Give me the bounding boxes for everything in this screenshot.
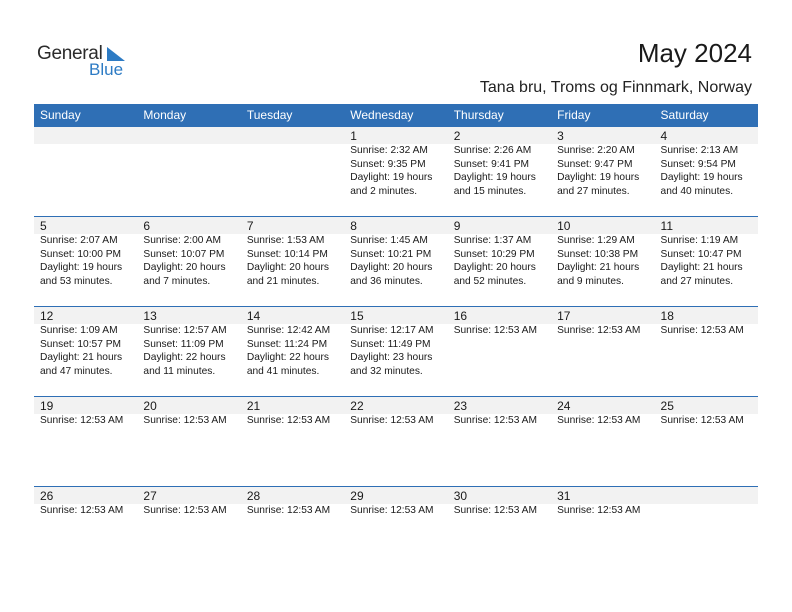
day-cell (655, 487, 758, 573)
sun-info-line: and 7 minutes. (143, 275, 211, 287)
day-number-bar (34, 307, 137, 324)
sun-info-line: Sunset: 10:00 PM (40, 248, 121, 260)
day-number: 9 (453, 219, 461, 233)
day-number-bar (137, 307, 240, 324)
sun-info-line: Sunrise: 12:53 AM (453, 505, 537, 516)
sun-info-line: Daylight: 20 hours (143, 262, 226, 273)
day-cell (551, 397, 654, 483)
day-number-bar (655, 397, 758, 414)
sun-info-line: Sunset: 9:35 PM (350, 158, 426, 170)
day-cell (241, 487, 344, 573)
day-sun-info (655, 234, 758, 288)
sun-info-line: and 36 minutes. (350, 275, 423, 287)
sun-info-line: Sunrise: 1:29 AM (557, 235, 635, 246)
day-cell (34, 487, 137, 573)
day-number-bar (344, 127, 447, 144)
day-number-bar (241, 487, 344, 504)
sun-info-line: Daylight: 22 hours (143, 352, 226, 363)
day-number: 12 (40, 309, 54, 323)
sun-info-line: Daylight: 21 hours (40, 352, 123, 363)
day-number: 17 (557, 309, 571, 323)
day-cell (344, 487, 447, 573)
sun-info-line: Sunrise: 12:53 AM (350, 415, 434, 426)
day-number-bar (34, 217, 137, 234)
day-number: 13 (143, 309, 157, 323)
day-cell (241, 397, 344, 483)
sun-info-line: Sunrise: 12:53 AM (453, 325, 537, 336)
sun-info-line: Sunrise: 1:53 AM (246, 235, 325, 246)
day-cell (34, 397, 137, 483)
day-number-bar (241, 397, 344, 414)
day-number-bar (241, 127, 344, 144)
day-number-bar (344, 217, 447, 234)
day-cell (551, 217, 654, 303)
day-sun-info (241, 504, 344, 518)
day-number: 22 (350, 399, 364, 413)
day-number-bar (655, 217, 758, 234)
day-sun-info (448, 504, 551, 518)
day-number-bar (655, 127, 758, 144)
day-number-bar (551, 487, 654, 504)
sun-info-line: Daylight: 19 hours (350, 172, 433, 183)
day-sun-info (34, 324, 137, 378)
sun-info-line: Daylight: 23 hours (350, 352, 433, 363)
weekday-monday: Monday (143, 108, 187, 122)
day-cell (448, 127, 551, 213)
sun-info-line: Sunrise: 12:53 AM (246, 505, 331, 516)
day-number: 26 (40, 489, 54, 503)
day-number: 14 (246, 309, 261, 323)
day-number: 11 (660, 219, 673, 233)
day-cell (655, 217, 758, 303)
day-sun-info (551, 504, 654, 518)
day-number-bar (448, 487, 551, 504)
sun-info-line: Sunset: 10:29 PM (453, 248, 535, 260)
sun-info-line: Sunrise: 12:17 AM (350, 325, 434, 336)
day-number: 28 (246, 489, 261, 503)
sun-info-line: Sunset: 10:07 PM (143, 248, 225, 260)
day-number: 25 (660, 399, 674, 413)
day-sun-info (34, 414, 137, 428)
day-sun-info (448, 414, 551, 428)
sun-info-line: Sunrise: 12:53 AM (143, 415, 227, 426)
sun-info-line: and 41 minutes. (246, 365, 320, 377)
day-cell (448, 397, 551, 483)
sun-info-line: Sunrise: 12:53 AM (453, 415, 537, 426)
sun-info-line: Sunset: 10:38 PM (557, 248, 639, 260)
day-number: 19 (40, 399, 54, 413)
day-sun-info (344, 324, 447, 378)
day-number-bar (344, 487, 447, 504)
day-sun-info (137, 324, 240, 378)
day-sun-info (448, 144, 551, 198)
sun-info-line: Sunrise: 12:53 AM (246, 415, 331, 426)
sun-info-line: and 40 minutes. (660, 185, 734, 197)
day-cell (551, 487, 654, 573)
day-number: 27 (143, 489, 157, 503)
week-row (34, 126, 758, 213)
sun-info-line: and 9 minutes. (557, 275, 624, 287)
weekday-thursday: Thursday (453, 108, 504, 122)
day-number-bar (344, 397, 447, 414)
day-number: 7 (246, 219, 254, 233)
sun-info-line: Sunrise: 1:45 AM (350, 235, 428, 246)
day-cell (34, 127, 137, 213)
sun-info-line: Daylight: 20 hours (453, 262, 536, 273)
brand-general-text: General (37, 43, 103, 64)
day-cell (448, 307, 551, 393)
sun-info-line: Daylight: 21 hours (660, 262, 743, 273)
day-number: 30 (453, 489, 468, 503)
weekday-header (34, 104, 758, 126)
day-cell (551, 127, 654, 213)
day-sun-info (241, 324, 344, 378)
day-cell (344, 217, 447, 303)
week-row (34, 216, 758, 303)
day-number-bar (551, 127, 654, 144)
day-number-bar (551, 397, 654, 414)
sun-info-line: and 2 minutes. (350, 185, 418, 197)
sun-info-line: Sunset: 11:24 PM (246, 338, 328, 350)
day-number-bar (137, 397, 240, 414)
day-cell (137, 307, 240, 393)
day-number-bar (34, 487, 137, 504)
sun-info-line: Sunrise: 12:57 AM (143, 325, 227, 336)
sun-info-line: and 11 minutes. (143, 365, 216, 377)
day-number: 16 (453, 309, 468, 323)
day-number-bar (34, 127, 137, 144)
sun-info-line: Sunset: 11:49 PM (350, 338, 431, 350)
day-sun-info (34, 234, 137, 288)
day-number-bar (551, 307, 654, 324)
sun-info-line: Daylight: 19 hours (40, 262, 123, 273)
day-cell (448, 217, 551, 303)
day-number: 6 (143, 219, 151, 233)
day-sun-info (448, 234, 551, 288)
day-sun-info (241, 414, 344, 428)
day-sun-info (137, 234, 240, 288)
sun-info-line: Sunrise: 1:37 AM (453, 235, 532, 246)
day-number-bar (448, 127, 551, 144)
sun-info-line: Daylight: 20 hours (246, 262, 329, 273)
sun-info-line: Sunrise: 2:26 AM (453, 145, 532, 156)
day-number-bar (551, 217, 654, 234)
day-number: 31 (557, 489, 571, 503)
day-cell (241, 127, 344, 213)
sun-info-line: and 53 minutes. (40, 275, 113, 287)
sun-info-line: and 27 minutes. (660, 275, 734, 287)
sun-info-line: Sunrise: 12:53 AM (143, 505, 227, 516)
sun-info-line: Sunrise: 12:42 AM (246, 325, 331, 336)
week-row (34, 396, 758, 483)
sun-info-line: Sunrise: 12:53 AM (40, 505, 124, 516)
day-sun-info (655, 324, 758, 338)
day-number-bar (137, 217, 240, 234)
day-number-bar (137, 127, 240, 144)
day-number-bar (655, 487, 758, 504)
sun-info-line: Daylight: 19 hours (660, 172, 743, 183)
day-number: 8 (350, 219, 357, 233)
sun-info-line: and 52 minutes. (453, 275, 527, 287)
brand-blue-text: Blue (89, 60, 124, 79)
day-sun-info (655, 144, 758, 198)
sun-info-line: and 27 minutes. (557, 185, 630, 197)
sun-info-line: and 15 minutes. (453, 185, 527, 197)
day-sun-info (551, 324, 654, 338)
day-cell (137, 127, 240, 213)
sun-info-line: Sunrise: 12:53 AM (557, 505, 641, 516)
day-sun-info (34, 504, 137, 518)
day-sun-info (551, 234, 654, 288)
day-number-bar (137, 487, 240, 504)
day-number-bar (241, 307, 344, 324)
day-cell (655, 307, 758, 393)
sun-info-line: Sunrise: 12:53 AM (660, 415, 744, 426)
day-number: 3 (557, 129, 564, 143)
day-number: 2 (453, 129, 461, 143)
sun-info-line: and 47 minutes. (40, 365, 113, 377)
sun-info-line: Daylight: 20 hours (350, 262, 433, 273)
sun-info-line: Sunrise: 1:09 AM (40, 325, 118, 336)
weekday-friday: Friday (557, 108, 591, 122)
day-number-bar (34, 397, 137, 414)
sun-info-line: Sunrise: 1:19 AM (660, 235, 739, 246)
day-sun-info (551, 414, 654, 428)
day-number: 4 (660, 129, 668, 143)
sun-info-line: Sunset: 10:21 PM (350, 248, 432, 260)
sun-info-line: Sunset: 11:09 PM (143, 338, 224, 350)
day-cell (137, 487, 240, 573)
brand-logo (37, 43, 137, 79)
day-number: 15 (350, 309, 364, 323)
day-number-bar (448, 217, 551, 234)
sun-info-line: Sunrise: 2:13 AM (660, 145, 739, 156)
day-number: 1 (350, 129, 357, 143)
day-cell (655, 127, 758, 213)
sun-info-line: Sunrise: 12:53 AM (350, 505, 434, 516)
day-cell (344, 127, 447, 213)
day-cell (241, 307, 344, 393)
weekday-saturday: Saturday (660, 108, 709, 122)
day-sun-info (344, 234, 447, 288)
day-sun-info (137, 414, 240, 428)
sun-info-line: Sunrise: 12:53 AM (557, 325, 641, 336)
day-number: 29 (350, 489, 364, 503)
sun-info-line: Sunrise: 2:07 AM (40, 235, 118, 246)
sun-info-line: Sunrise: 2:00 AM (143, 235, 222, 246)
sun-info-line: Sunset: 10:47 PM (660, 248, 742, 260)
day-cell (551, 307, 654, 393)
sun-info-line: Sunrise: 12:53 AM (557, 415, 641, 426)
day-sun-info (551, 144, 654, 198)
sun-info-line: Daylight: 22 hours (246, 352, 329, 363)
sun-info-line: and 21 minutes. (246, 275, 320, 287)
day-sun-info (344, 144, 447, 198)
day-number: 20 (143, 399, 157, 413)
day-sun-info (344, 504, 447, 518)
sun-info-line: Sunrise: 2:20 AM (557, 145, 635, 156)
day-number: 10 (557, 219, 571, 233)
week-row (34, 306, 758, 393)
day-cell (344, 397, 447, 483)
day-cell (344, 307, 447, 393)
week-row (34, 486, 758, 573)
sun-info-line: Sunrise: 2:32 AM (350, 145, 428, 156)
day-sun-info (344, 414, 447, 428)
day-cell (137, 397, 240, 483)
sun-info-line: Sunset: 9:41 PM (453, 158, 530, 170)
day-sun-info (655, 414, 758, 428)
sun-info-line: Sunrise: 12:53 AM (40, 415, 124, 426)
day-cell (34, 307, 137, 393)
sun-info-line: and 32 minutes. (350, 365, 423, 377)
sun-info-line: Sunset: 9:54 PM (660, 158, 736, 170)
sun-info-line: Sunset: 10:14 PM (246, 248, 328, 260)
day-number: 18 (660, 309, 674, 323)
day-number-bar (448, 397, 551, 414)
sun-info-line: Daylight: 19 hours (557, 172, 640, 183)
sun-info-line: Daylight: 19 hours (453, 172, 536, 183)
weekday-wednesday: Wednesday (350, 108, 414, 122)
day-cell (241, 217, 344, 303)
day-number-bar (241, 217, 344, 234)
calendar-location: Tana bru, Troms og Finnmark, Norway (479, 79, 752, 96)
day-cell (655, 397, 758, 483)
day-number-bar (344, 307, 447, 324)
day-cell (448, 487, 551, 573)
weekday-tuesday: Tuesday (246, 108, 293, 122)
day-cell (137, 217, 240, 303)
day-number-bar (655, 307, 758, 324)
day-sun-info (448, 324, 551, 338)
sun-info-line: Sunrise: 12:53 AM (660, 325, 744, 336)
day-number: 23 (453, 399, 468, 413)
calendar-title: May 2024 (637, 38, 752, 68)
day-number: 5 (40, 219, 47, 233)
weekday-sunday: Sunday (40, 108, 81, 122)
day-cell (34, 217, 137, 303)
day-sun-info (137, 504, 240, 518)
day-number: 24 (557, 399, 571, 413)
day-sun-info (241, 234, 344, 288)
day-number-bar (448, 307, 551, 324)
day-number: 21 (246, 399, 261, 413)
sun-info-line: Sunset: 10:57 PM (40, 338, 121, 350)
sun-info-line: Sunset: 9:47 PM (557, 158, 633, 170)
sun-info-line: Daylight: 21 hours (557, 262, 640, 273)
